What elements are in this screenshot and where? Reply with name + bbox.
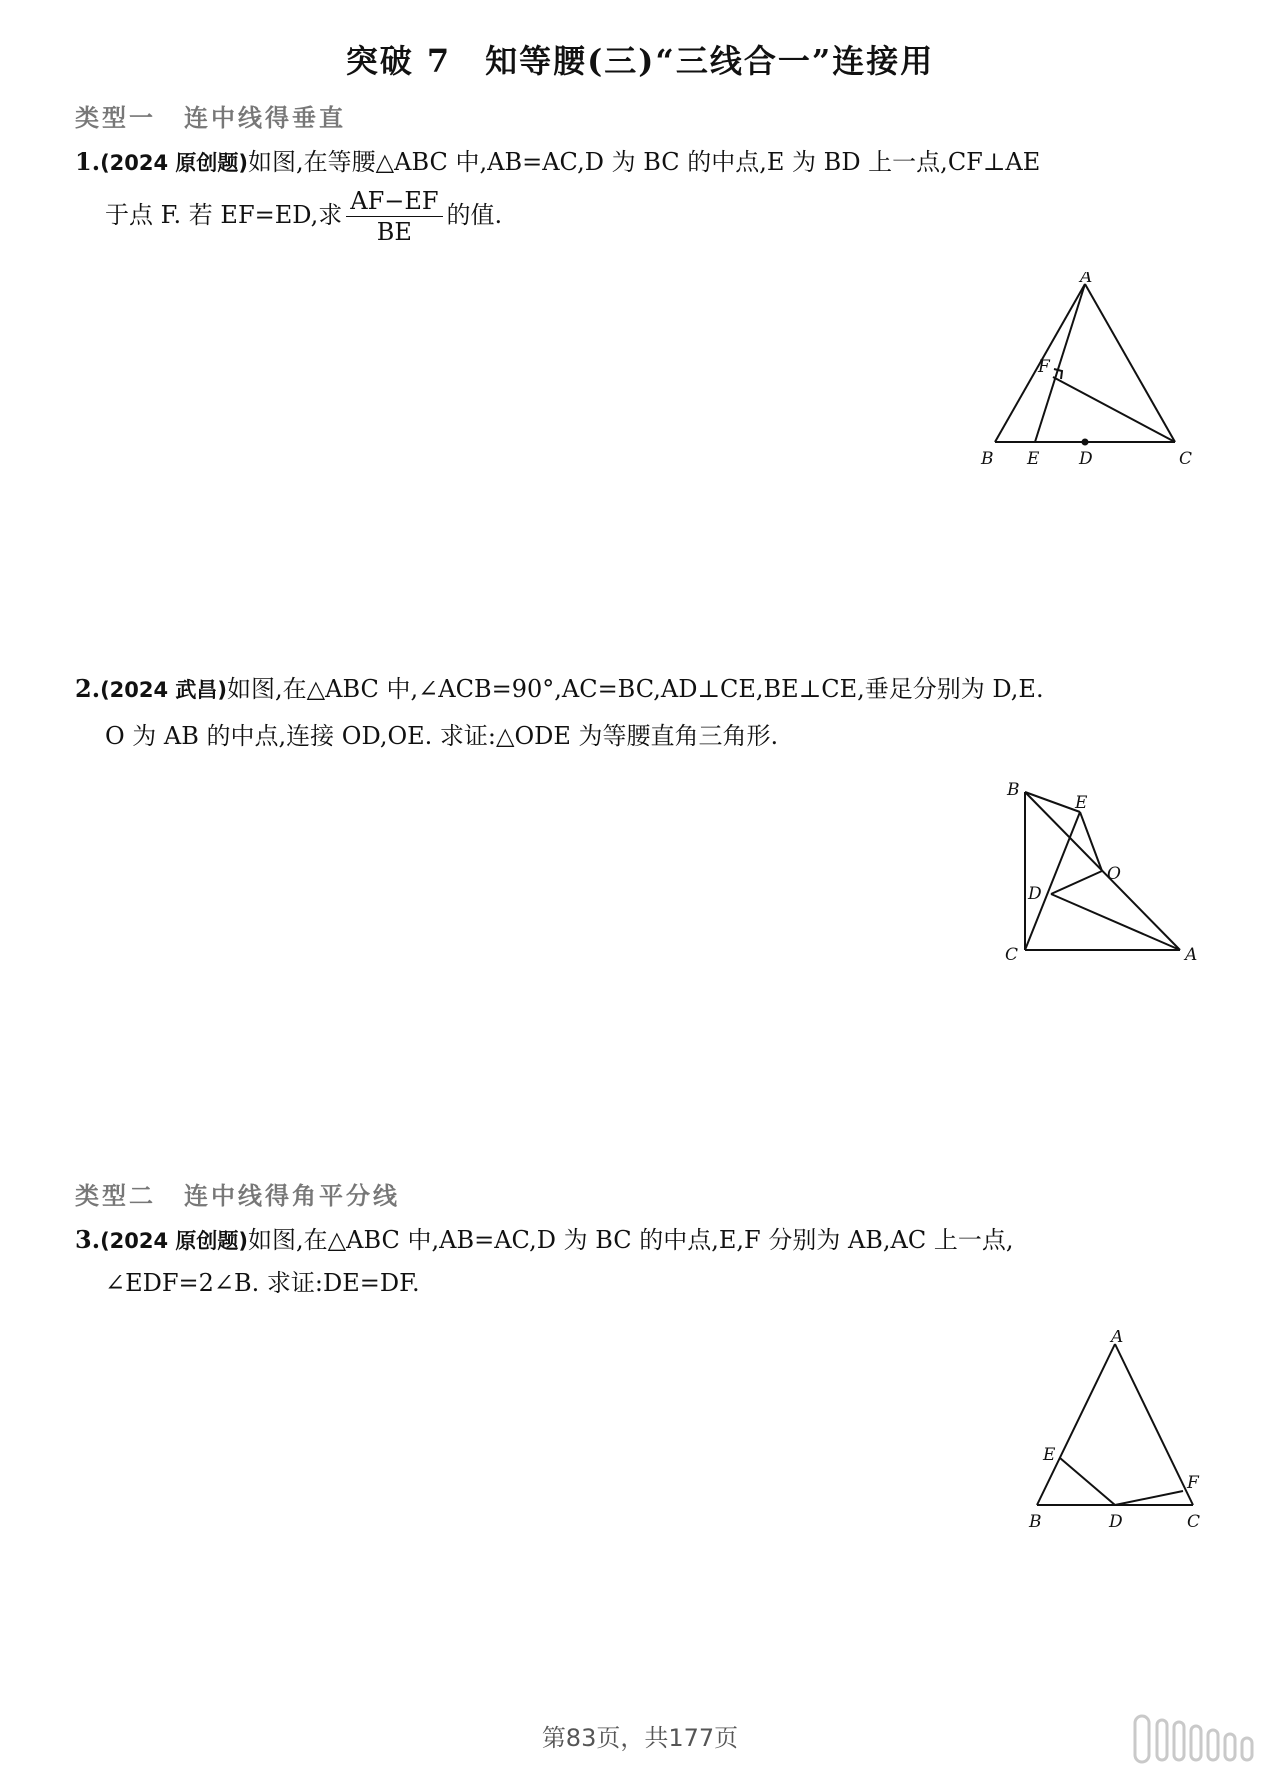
section-label: 类型二 — [75, 1182, 156, 1210]
section-name: 连中线得角平分线 — [184, 1182, 400, 1210]
scan-bar-marks — [1130, 1708, 1280, 1772]
vertex-label: D — [1028, 884, 1042, 904]
section-heading-2 — [75, 1176, 400, 1211]
question-number: 2. — [75, 674, 101, 703]
question-source: (2024 原创题) — [100, 151, 249, 175]
section-heading-1 — [75, 98, 346, 133]
vertex-label: E — [1027, 449, 1040, 469]
triangle-figure — [1015, 1330, 1225, 1530]
question-3 — [75, 1223, 1205, 1300]
decorative-bars-icon — [1130, 1708, 1280, 1768]
vertex-label: F — [1187, 1473, 1199, 1493]
vertex-label: B — [1007, 780, 1020, 800]
vertex-label: D — [1079, 449, 1093, 469]
vertex-label: A — [1080, 272, 1093, 287]
page-title: 突破 7 知等腰(三)“三线合一”连接用 — [345, 42, 935, 80]
question-source: (2024 武昌) — [100, 678, 228, 702]
question-text: 的值. — [446, 201, 503, 229]
vertex-label: B — [1029, 1512, 1042, 1530]
question-text: ∠EDF=2∠B. 求证:DE=DF. — [105, 1269, 420, 1297]
question-text: 如图,在△ABC 中,AB=AC,D 为 BC 的中点,E,F 分别为 AB,AC 上一点, — [248, 1226, 1014, 1254]
vertex-label: A — [1185, 945, 1198, 965]
vertex-label: C — [1187, 1512, 1201, 1530]
figure-1 — [975, 272, 1205, 476]
vertex-label: E — [1075, 793, 1088, 813]
vertex-label: C — [1005, 945, 1019, 965]
section-name: 连中线得垂直 — [184, 104, 346, 132]
section-label: 类型一 — [75, 104, 156, 132]
vertex-label: B — [981, 449, 994, 469]
question-text: O 为 AB 的中点,连接 OD,OE. 求证:△ODE 为等腰直角三角形. — [105, 722, 779, 750]
vertex-label: A — [1111, 1330, 1124, 1347]
question-text: 如图,在△ABC 中,∠ACB=90°,AC=BC,AD⊥CE,BE⊥CE,垂足分别为 D,E. — [227, 675, 1044, 703]
vertex-label: O — [1107, 864, 1121, 884]
vertex-label: C — [1179, 449, 1193, 469]
fraction-numerator: AF−EF — [346, 186, 442, 217]
question-text: 于点 F. 若 EF=ED,求 — [105, 201, 343, 229]
vertex-label: E — [1043, 1445, 1056, 1465]
question-1 — [75, 145, 1205, 247]
figure-3 — [1015, 1330, 1225, 1534]
question-number: 3. — [75, 1225, 101, 1254]
figure-2 — [995, 780, 1215, 984]
vertex-label: F — [1038, 357, 1050, 377]
question-2 — [75, 672, 1205, 753]
question-source: (2024 原创题) — [100, 1229, 249, 1253]
page-number: 第83页，共177页 — [541, 1724, 739, 1752]
question-number: 1. — [75, 147, 101, 176]
vertex-label: D — [1109, 1512, 1123, 1530]
triangle-figure — [975, 272, 1205, 472]
fraction-denominator: BE — [376, 218, 412, 246]
fraction — [346, 186, 442, 247]
question-text: 如图,在等腰△ABC 中,AB=AC,D 为 BC 的中点,E 为 BD 上一点,CF⊥AE — [248, 148, 1041, 176]
triangle-figure — [995, 780, 1215, 980]
